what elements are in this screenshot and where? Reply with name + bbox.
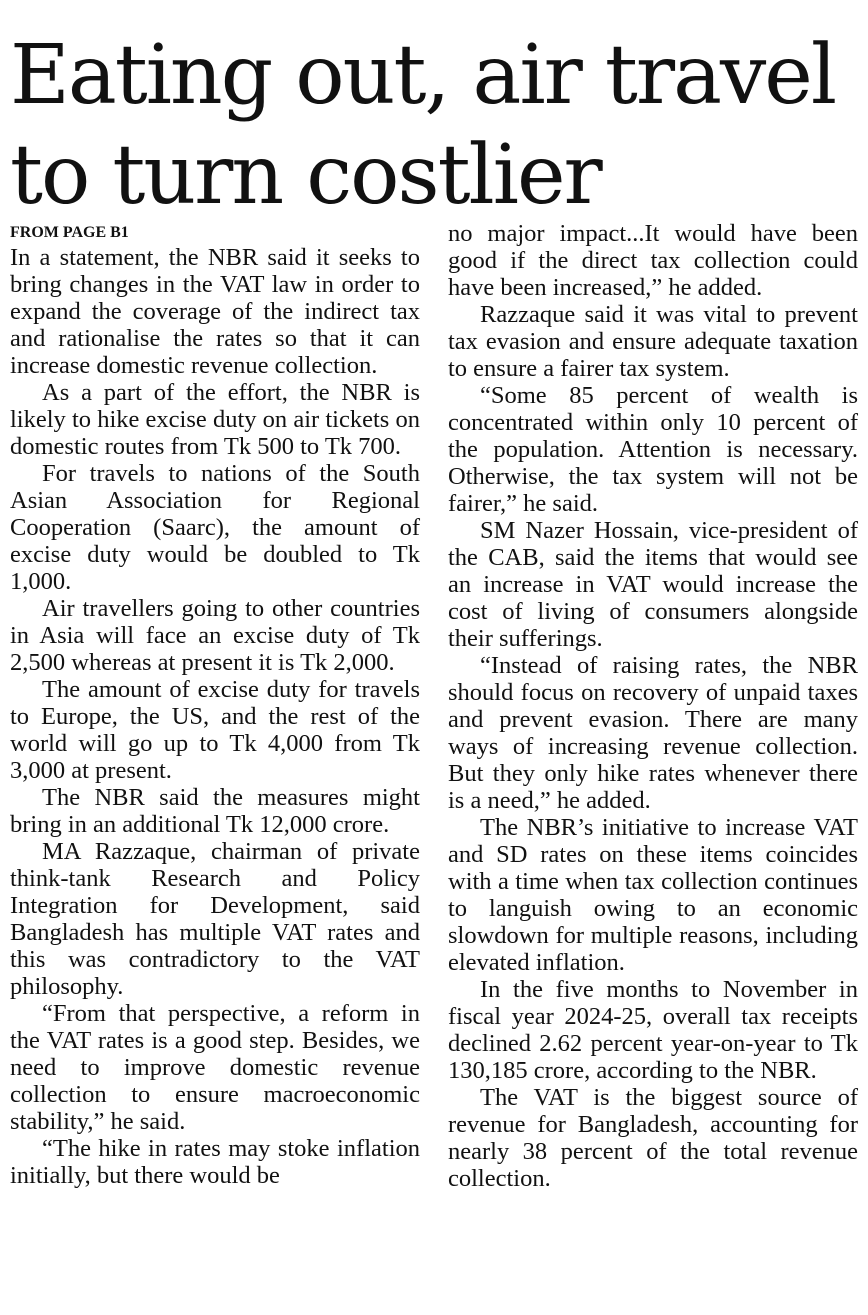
paragraph: In a statement, the NBR said it seeks to bring changes in the VAT law in order to expand the coverage of the indirect tax and rationalise the rates so that it can increase domestic revenue collection. bbox=[10, 244, 420, 379]
paragraph: MA Razzaque, chairman of private think-tank Research and Policy Integration for Development, said Bangladesh has multiple VAT rates and this was contradictory to the VAT philosophy. bbox=[10, 838, 420, 1000]
paragraph: “Instead of raising rates, the NBR should focus on recovery of unpaid taxes and prevent evasion. There are many ways of increasing revenue collection. But they only hike rates whenever there is a need,” he added. bbox=[448, 652, 858, 814]
paragraph: “The hike in rates may stoke inflation initially, but there would be bbox=[10, 1135, 420, 1189]
paragraph: “Some 85 percent of wealth is concentrated within only 10 percent of the population. Attention is necessary. Otherwise, the tax system will not be fairer,” he said. bbox=[448, 382, 858, 517]
article-column-right bbox=[448, 220, 858, 1192]
paragraph: “From that perspective, a reform in the VAT rates is a good step. Besides, we need to improve domestic revenue collection to ensure macroeconomic stability,” he said. bbox=[10, 1000, 420, 1135]
paragraph: The VAT is the biggest source of revenue for Bangladesh, accounting for nearly 38 percent of the total revenue collection. bbox=[448, 1084, 858, 1192]
kicker-from-page: FROM PAGE B1 bbox=[10, 224, 129, 241]
paragraph: In the five months to November in fiscal year 2024-25, overall tax receipts declined 2.62 percent year-on-year to Tk 130,185 crore, according to the NBR. bbox=[448, 976, 858, 1084]
paragraph: Air travellers going to other countries in Asia will face an excise duty of Tk 2,500 whereas at present it is Tk 2,000. bbox=[10, 595, 420, 676]
paragraph: The NBR’s initiative to increase VAT and SD rates on these items coincides with a time when tax collection continues to languish owing to an economic slowdown for multiple reasons, including elevated inflation. bbox=[448, 814, 858, 976]
article-column-left bbox=[10, 222, 420, 1189]
paragraph: SM Nazer Hossain, vice-president of the CAB, said the items that would see an increase in VAT would increase the cost of living of consumers alongside their sufferings. bbox=[448, 517, 858, 652]
paragraph: The amount of excise duty for travels to Europe, the US, and the rest of the world will go up to Tk 4,000 from Tk 3,000 at present. bbox=[10, 676, 420, 784]
paragraph: As a part of the effort, the NBR is likely to hike excise duty on air tickets on domestic routes from Tk 500 to Tk 700. bbox=[10, 379, 420, 460]
paragraph: no major impact...It would have been good if the direct tax collection could have been increased,” he added. bbox=[448, 220, 858, 301]
paragraph: Razzaque said it was vital to prevent tax evasion and ensure adequate taxation to ensure a fairer tax system. bbox=[448, 301, 858, 382]
paragraph: The NBR said the measures might bring in an additional Tk 12,000 crore. bbox=[10, 784, 420, 838]
paragraph: For travels to nations of the South Asian Association for Regional Cooperation (Saarc), the amount of excise duty would be doubled to Tk 1,000. bbox=[10, 460, 420, 595]
headline: Eating out, air travel to turn costlier bbox=[10, 28, 836, 223]
